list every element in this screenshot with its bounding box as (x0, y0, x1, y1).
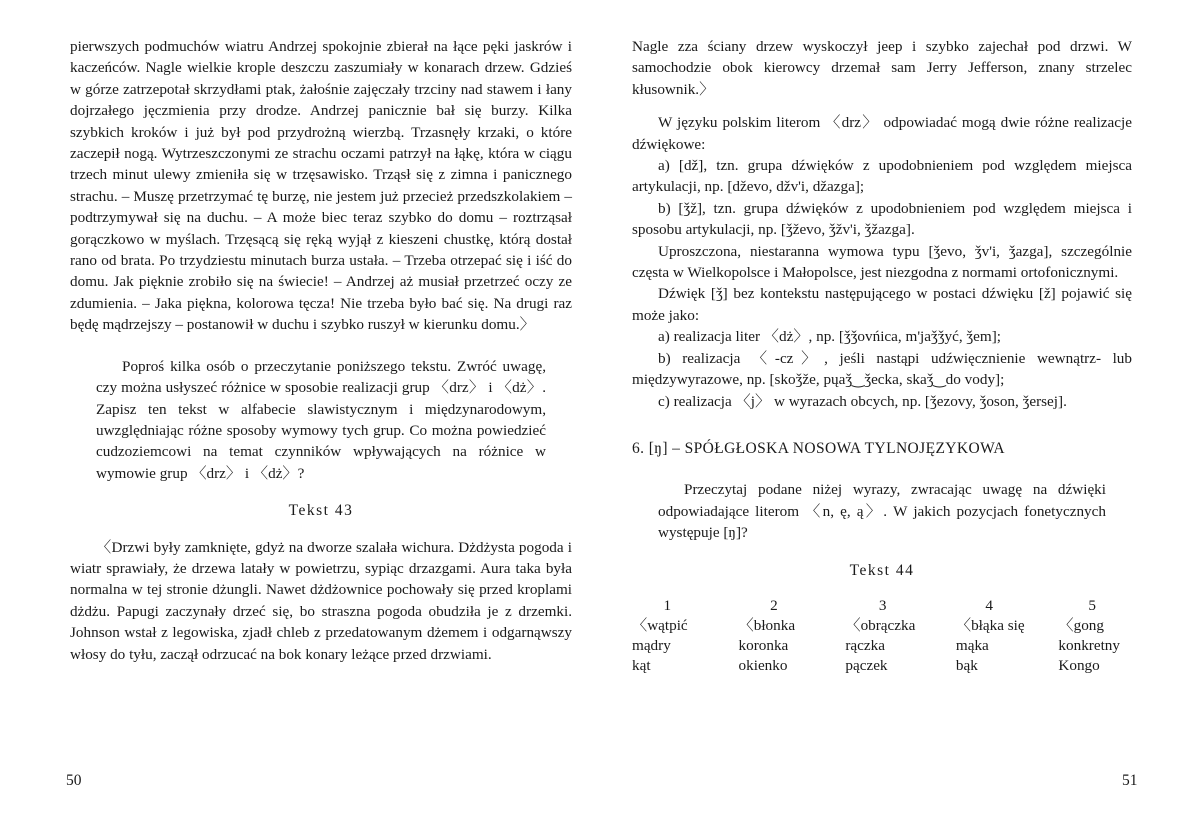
sound-intro-paragraph: Dźwięk [ǯ] bez kontekstu następującego w postaci dźwięku [ž] pojawić się może jako: (632, 285, 1132, 324)
drz-variant-a: a) [dž], tzn. grupa dźwięków z upodobnieniem pod względem miejsca artykulacji, np. [dževo, džv'i, džazga]; (632, 157, 1132, 196)
word-cell: okienko (738, 656, 788, 674)
exercise-instruction: Przeczytaj podane niżej wyrazy, zwracając uwagę na dźwięki odpowiadające literom 〈n, ę, ą〉. W jakich pozycjach fonetycznych występuje [ŋ]? (658, 481, 1106, 542)
word-list-table (632, 596, 1132, 676)
text-43-body: 〈Drzwi były zamknięte, gdyż na dworze szalała wichura. Dżdżysta pogoda i wiatr sprawiały, że drzewa latały w powietrzu, sypiąc drzazgami. Aura taka była normalna w tej stronie dżungli. Nawet dżdżownice pochowały się przed kroplami dżdżu. Papugi zaczynały drzeć się, bo straszna pogoda obudziła je z drzemki. Johnson wstał z legowiska, zjadł chleb z przedatowanym dżemem i odgarnąwszy włosy do tyłu, zaczął odrzucać na bok konary leżące przed drzwiami. (70, 538, 572, 663)
word-cell: 〈błąka się (955, 616, 1025, 634)
exercise-instruction: Poproś kilka osób o przeczytanie poniższego tekstu. Zwróć uwagę, czy można usłyszeć różnice w sposobie realizacji grup 〈drz〉 i 〈dż〉. Zapisz ten tekst w alfabecie slawistycznym i międzynarodowym, uwzględniając różne sposoby wymowy tych grup. Co można powiedzieć cudzoziemcowi na temat czynników wpływających na różnice w wymowie grup 〈drz〉 i 〈dż〉? (96, 357, 546, 482)
right-page (600, 0, 1200, 825)
word-row (632, 636, 1132, 656)
spacer (632, 100, 1132, 112)
word-row (632, 656, 1132, 676)
sound-case-b: b) realizacja 〈-cz〉, jeśli nastąpi udźwięcznienie wewnątrz- lub międzywyrazowe, np. [skoǯže, pųaǯ‿ǯecka, skaǯ‿do vody]; (632, 349, 1132, 389)
word-cell: rączka (845, 636, 885, 654)
column-number-row (632, 596, 1132, 616)
text-43-heading: Tekst 43 (288, 502, 354, 520)
word-cell: 〈błonka (738, 616, 796, 634)
left-text-column (70, 36, 572, 665)
word-cell: koronka (738, 636, 789, 654)
column-number: 1 (663, 596, 672, 614)
page-number-left: 50 (66, 772, 82, 789)
right-text-column (632, 36, 1132, 676)
drz-intro-paragraph: W języku polskim literom 〈drz〉 odpowiadać mogą dwie różne realizacje dźwiękowe: (632, 114, 1132, 153)
text-43-continuation: Nagle zza ściany drzew wyskoczył jeep i szybko zajechał pod drzwi. W samochodzie obok kierowcy drzemał sam Jerry Jefferson, znany strzelec kłusownik.〉 (632, 38, 1132, 98)
sound-case-a: a) realizacja liter 〈dż〉, np. [ǯǯovńica, m'jaǯǯyć, ǯem]; (658, 328, 1002, 346)
word-cell: mądry (632, 636, 671, 654)
page-number-right: 51 (1122, 772, 1138, 789)
text-44-heading: Tekst 44 (849, 561, 915, 579)
simplified-pronunciation-paragraph: Uproszczona, niestaranna wymowa typu [ǯevo, ǯv'i, ǯazga], szczególnie częsta w Wielkopolsce i Małopolsce, jest niezgodna z normami ortofonicznymi. (632, 242, 1132, 282)
column-number: 4 (985, 596, 993, 614)
sound-case-c: c) realizacja 〈j〉 w wyrazach obcych, np. [ǯezovy, ǯoson, ǯersej]. (658, 392, 1067, 410)
column-number: 3 (878, 596, 887, 614)
spacer (70, 336, 572, 348)
story-paragraph: pierwszych podmuchów wiatru Andrzej spokojnie zbierał na łące pęki jaskrów i kaczeńców. Nagle wielkie krople deszczu zaszumiały w konarach drzew. Gdzieś w górze zatrzepotał skrzydłami ptak, żałośnie zajęczały trzciny nad stawem i łany dojrzałego jęczmienia przy drodze. Andrzej panicznie bał się burzy. Kilka szybkich kroków i już był pod przydrożną wierzbą. Trzasnęły krzaki, o które zaczepił nogą. Wytrzeszczonymi ze strachu oczami patrzył na łąkę, która w ciągu trzech minut ulewy zmieniła się w trzęsawisko. Trząsł się z zimna i panicznego strachu. – Muszę przetrzymać tę burzę, nie jestem już przecież przedszkolakiem – podtrzymywał się na duchu. – A może biec teraz szybko do domu – roztrząsał gorączkowo w myślach. Trzęsącą się ręką wyjął z kieszeni chustkę, którą dostał rano od brata. Po trzydziestu minutach burza ustała. – Trzeba otrzepać się i iść do domu. Jak pięknie zrobiło się na świecie! – Andrzej aż musiał przetrzeć oczy ze zdumienia. – Jaka piękna, kolorowa tęcza! Nie trzeba było bać się. Na drugi raz będę mądrzejszy – postanowił w duchu i szybko ruszył w kierunku domu.〉 (70, 38, 572, 334)
column-number: 2 (770, 596, 778, 614)
word-cell: 〈gong (1058, 616, 1104, 634)
word-cell: bąk (955, 656, 978, 674)
word-cell: 〈obrączka (845, 616, 916, 634)
word-cell: mąka (955, 636, 989, 654)
word-cell: kąt (632, 656, 651, 674)
word-row (632, 616, 1132, 636)
section-heading: 6. [ŋ] – SPÓŁGŁOSKA NOSOWA TYLNOJĘZYKOWA (632, 439, 1005, 457)
word-cell: Kongo (1058, 656, 1100, 674)
word-cell: 〈wątpić (632, 616, 688, 634)
drz-variant-b: b) [ǯž], tzn. grupa dźwięków z upodobnieniem pod względem miejsca i sposobu artykulacji, np. [ǯževo, ǯžv'i, ǯžazga]. (632, 199, 1132, 239)
word-cell: konkretny (1058, 636, 1120, 654)
word-cell: pączek (845, 656, 888, 674)
column-number: 5 (1088, 596, 1096, 614)
